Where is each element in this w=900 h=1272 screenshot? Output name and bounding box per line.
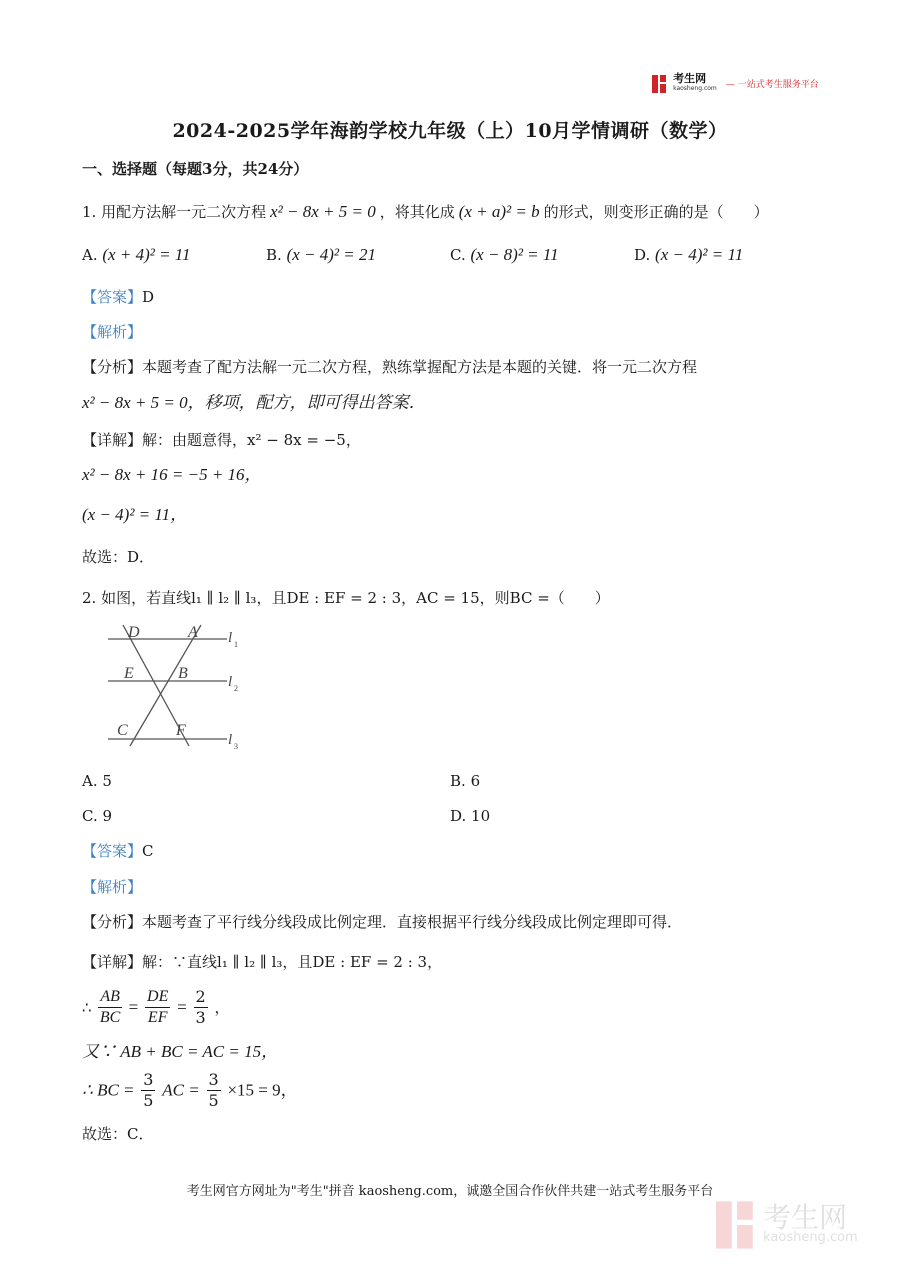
- label-B: B: [178, 665, 188, 682]
- fraction-3-5-b: $\frac{3}{5}$: [208, 1070, 219, 1110]
- logo-domain: kaosheng.com: [673, 84, 717, 92]
- section-heading: 一、选择题（每题3分，共24分）: [82, 160, 309, 178]
- q1-option-d[interactable]: D. (x − 4)² = 11: [634, 245, 744, 264]
- label-D: D: [128, 624, 140, 641]
- label-l2-sub: 2: [234, 684, 238, 693]
- page-title: 2024-2025学年海韵学校九年级（上）10月学情调研（数学）: [172, 120, 728, 142]
- q1-step2: x² − 8x + 16 = −5 + 16，: [82, 465, 262, 484]
- q2-answer: 【答案】C: [82, 842, 154, 860]
- q2-step4: ∴ BC = $\frac{3}{5}$ AC = $\frac{3}{5}$ ×15 = 9，: [82, 1070, 298, 1110]
- q1-form: (x + a)² = b: [458, 202, 540, 221]
- label-F: F: [176, 722, 186, 739]
- label-l2: l: [228, 674, 233, 690]
- page-footer: 考生网官方网址为"考生"拼音 kaosheng.com，诚邀全国合作伙伴共建一站式考生服务平台: [186, 1184, 714, 1199]
- label-l3-sub: 3: [234, 742, 238, 751]
- q1-option-c[interactable]: C. (x − 8)² = 11: [450, 245, 559, 264]
- q1-fenxi2: x² − 8x + 5 = 0，移项，配方，即可得出答案．: [82, 393, 426, 412]
- logo-text: 考生网: [673, 71, 707, 85]
- q2-option-b[interactable]: B. 6: [450, 772, 481, 790]
- q1-answer: 【答案】D: [82, 288, 155, 306]
- q1-equation: x² − 8x + 5 = 0: [270, 202, 376, 221]
- q2-figure: [100, 620, 250, 755]
- fraction-3-5-a: $\frac{3}{5}$: [143, 1070, 154, 1110]
- watermark-logo-icon: [716, 1200, 758, 1250]
- transversal-ac: [130, 625, 201, 746]
- q1-option-a[interactable]: A. (x + 4)² = 11: [82, 245, 191, 264]
- fraction-2-3: $\frac{2}{3}$: [195, 987, 206, 1027]
- q2-option-d[interactable]: D. 10: [450, 807, 491, 825]
- kaosheng-logo-icon: [652, 75, 668, 93]
- fraction-ab-bc: $\frac{AB}{BC}$: [99, 988, 121, 1026]
- q1-detail: 【详解】解：由题意得，x² − 8x = −5，: [82, 431, 361, 449]
- q2-option-c[interactable]: C. 9: [82, 807, 113, 825]
- q1-step3: (x − 4)² = 11，: [82, 505, 188, 524]
- q2-stem: 2. 如图，若直线l₁ ∥ l₂ ∥ l₃，且DE : EF = 2 : 3，AC = 15，则BC =（ ）: [82, 589, 610, 607]
- fraction-de-ef: $\frac{DE}{EF}$: [147, 988, 169, 1026]
- q2-analysis-tag: 【解析】: [82, 878, 143, 896]
- watermark: [716, 1200, 858, 1250]
- q2-step2: ∴ $\frac{AB}{BC}$ = $\frac{DE}{EF}$ = $\frac{2}{3}$ ，: [82, 987, 230, 1027]
- q2-fenxi: 【分析】本题考查了平行线分线段成比例定理．直接根据平行线分线段成比例定理即可得．: [82, 913, 683, 931]
- q1-analysis-tag: 【解析】: [82, 323, 143, 341]
- q1-fenxi: 【分析】本题考查了配方法解一元二次方程，熟练掌握配方法是本题的关键．将一元二次方程: [82, 358, 698, 376]
- watermark-domain: kaosheng.com: [763, 1230, 858, 1245]
- label-A: A: [188, 624, 198, 641]
- q2-step3: 又∵ AB + BC = AC = 15，: [82, 1042, 279, 1061]
- label-l1-sub: 1: [234, 640, 238, 649]
- watermark-text: 考生网: [763, 1201, 848, 1234]
- label-C: C: [117, 722, 128, 739]
- label-E: E: [124, 665, 134, 682]
- logo-slogan: — 一站式考生服务平台: [725, 80, 819, 90]
- label-l1: l: [228, 630, 233, 646]
- q1-stem: 1. 用配方法解一元二次方程 x² − 8x + 5 = 0 ，将其化成 (x + a)² = b 的形式，则变形正确的是（ ）: [82, 202, 769, 221]
- q1-option-b[interactable]: B. (x − 4)² = 21: [266, 245, 376, 264]
- q2-choose: 故选：C．: [82, 1125, 154, 1143]
- q1-choose: 故选：D．: [82, 548, 155, 566]
- header-logo: [652, 73, 819, 95]
- q2-detail: 【详解】解：∵直线l₁ ∥ l₂ ∥ l₃，且DE : EF = 2 : 3，: [82, 953, 443, 971]
- q2-option-a[interactable]: A. 5: [82, 772, 112, 790]
- label-l3: l: [228, 732, 233, 748]
